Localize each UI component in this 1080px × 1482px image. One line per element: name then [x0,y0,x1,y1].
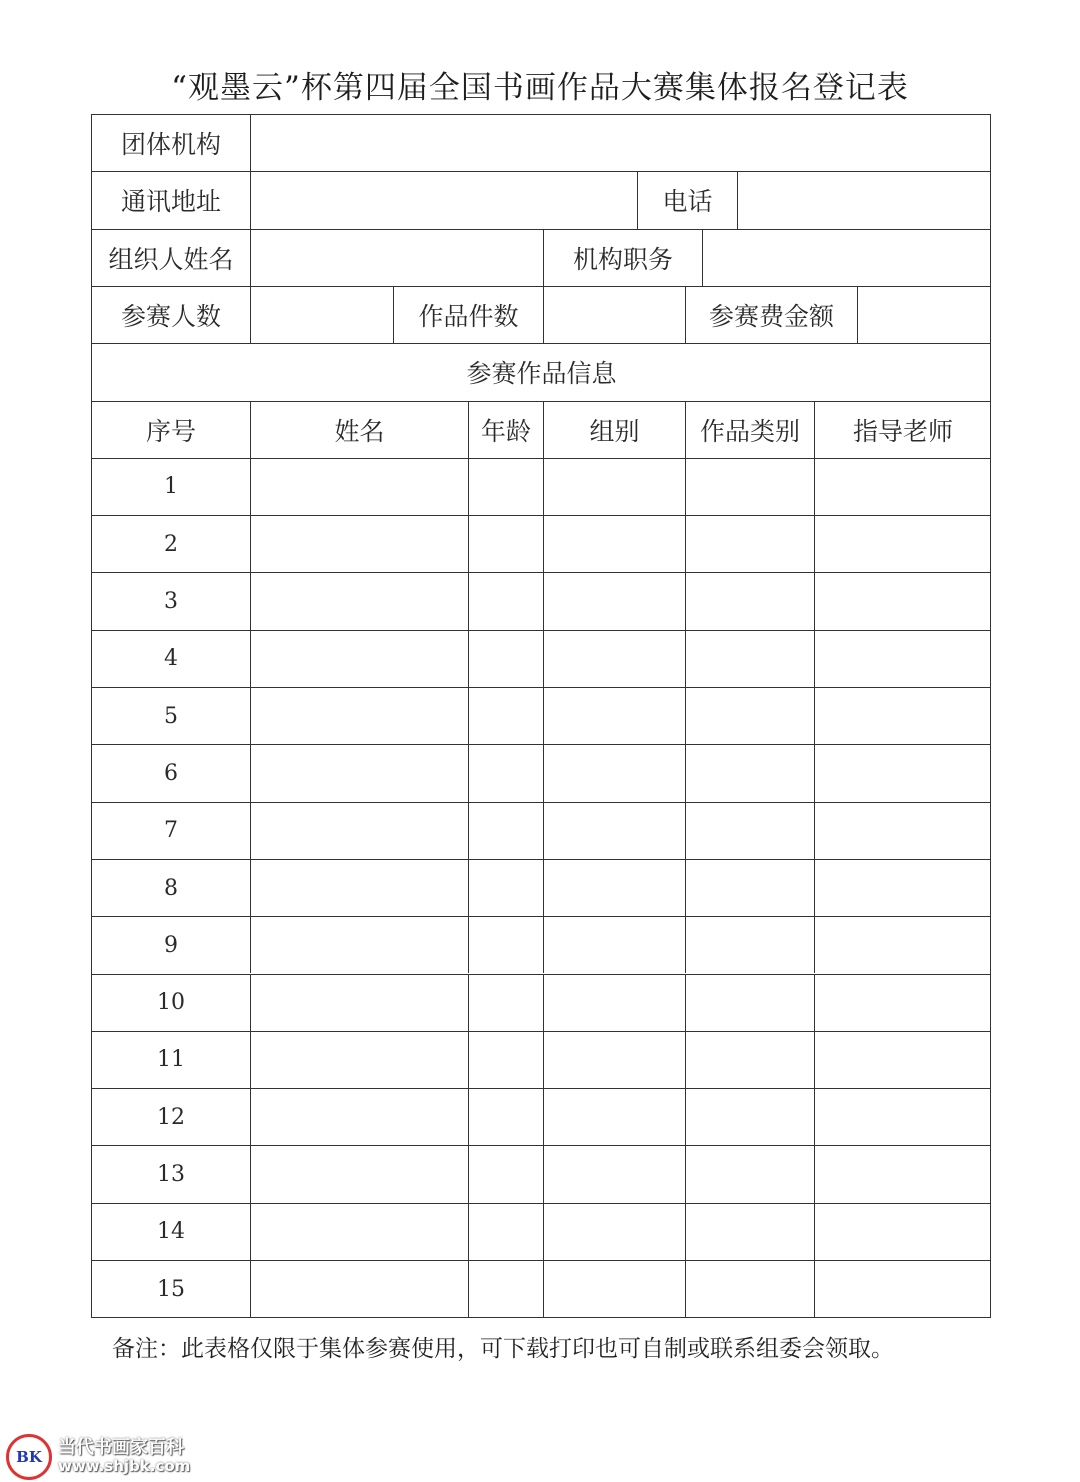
category-field[interactable] [685,916,814,973]
group-field[interactable] [543,687,685,744]
group-field[interactable] [543,916,685,973]
age-field[interactable] [468,916,543,973]
age-field[interactable] [468,1145,543,1202]
section-title: 参赛作品信息 [91,343,991,400]
age-field[interactable] [468,802,543,859]
row-number: 15 [91,1260,250,1317]
category-field[interactable] [685,1203,814,1260]
organizer-field[interactable] [250,229,543,286]
header-age: 年龄 [468,401,543,458]
name-field[interactable] [250,859,468,916]
name-field[interactable] [250,916,468,973]
teacher-field[interactable] [814,687,991,744]
group-field[interactable] [543,744,685,801]
org-field[interactable] [250,114,991,171]
age-field[interactable] [468,458,543,515]
group-field[interactable] [543,802,685,859]
teacher-field[interactable] [814,1031,991,1088]
group-field[interactable] [543,515,685,572]
teacher-field[interactable] [814,744,991,801]
name-field[interactable] [250,802,468,859]
category-field[interactable] [685,1145,814,1202]
row-number: 2 [91,515,250,572]
participants-label: 参赛人数 [91,286,250,343]
group-field[interactable] [543,1145,685,1202]
age-field[interactable] [468,515,543,572]
category-field[interactable] [685,1088,814,1145]
category-field[interactable] [685,572,814,629]
category-field[interactable] [685,802,814,859]
position-label: 机构职务 [543,229,702,286]
category-field[interactable] [685,1031,814,1088]
watermark-logo: BK [6,1434,52,1480]
category-field[interactable] [685,744,814,801]
teacher-field[interactable] [814,859,991,916]
org-label: 团体机构 [91,114,250,171]
age-field[interactable] [468,1031,543,1088]
age-field[interactable] [468,744,543,801]
age-field[interactable] [468,1260,543,1317]
teacher-field[interactable] [814,916,991,973]
category-field[interactable] [685,458,814,515]
group-field[interactable] [543,1260,685,1317]
header-name: 姓名 [250,401,468,458]
row-number: 3 [91,572,250,629]
row-number: 1 [91,458,250,515]
teacher-field[interactable] [814,1203,991,1260]
header-index: 序号 [91,401,250,458]
row-number: 7 [91,802,250,859]
row-number: 8 [91,859,250,916]
address-field[interactable] [250,171,637,228]
watermark [6,1434,190,1480]
age-field[interactable] [468,630,543,687]
row-number: 5 [91,687,250,744]
category-field[interactable] [685,687,814,744]
row-number: 9 [91,916,250,973]
category-field[interactable] [685,974,814,1031]
category-field[interactable] [685,1260,814,1317]
works-count-field[interactable] [543,286,685,343]
row-number: 12 [91,1088,250,1145]
age-field[interactable] [468,572,543,629]
name-field[interactable] [250,1031,468,1088]
group-field[interactable] [543,458,685,515]
position-field[interactable] [702,229,991,286]
group-field[interactable] [543,1203,685,1260]
teacher-field[interactable] [814,630,991,687]
category-field[interactable] [685,515,814,572]
age-field[interactable] [468,1203,543,1260]
name-field[interactable] [250,458,468,515]
group-field[interactable] [543,1088,685,1145]
form-title: “观墨云”杯第四届全国书画作品大赛集体报名登记表 [171,70,909,106]
teacher-field[interactable] [814,515,991,572]
teacher-field[interactable] [814,458,991,515]
category-field[interactable] [685,630,814,687]
group-field[interactable] [543,1031,685,1088]
name-field[interactable] [250,744,468,801]
age-field[interactable] [468,687,543,744]
teacher-field[interactable] [814,802,991,859]
works-count-label: 作品件数 [393,286,543,343]
phone-label: 电话 [637,171,737,228]
teacher-field[interactable] [814,572,991,629]
name-field[interactable] [250,1203,468,1260]
name-field[interactable] [250,630,468,687]
teacher-field[interactable] [814,1145,991,1202]
name-field[interactable] [250,572,468,629]
participants-field[interactable] [250,286,393,343]
name-field[interactable] [250,1088,468,1145]
header-group: 组别 [543,401,685,458]
age-field[interactable] [468,859,543,916]
row-number: 6 [91,744,250,801]
age-field[interactable] [468,1088,543,1145]
phone-field[interactable] [737,171,991,228]
name-field[interactable] [250,687,468,744]
group-field[interactable] [543,859,685,916]
name-field[interactable] [250,1260,468,1317]
teacher-field[interactable] [814,1260,991,1317]
row-number: 4 [91,630,250,687]
name-field[interactable] [250,515,468,572]
organizer-label: 组织人姓名 [91,229,250,286]
watermark-url: www.shjbk.com [58,1457,191,1475]
age-field[interactable] [468,974,543,1031]
name-field[interactable] [250,1145,468,1202]
address-label: 通讯地址 [91,171,250,228]
row-number: 14 [91,1203,250,1260]
teacher-field[interactable] [814,974,991,1031]
row-number: 11 [91,1031,250,1088]
fee-label: 参赛费金额 [685,286,857,343]
header-teacher: 指导老师 [814,401,991,458]
note-text: 备注：此表格仅限于集体参赛使用，可下载打印也可自制或联系组委会领取。 [112,1336,894,1362]
row-number: 13 [91,1145,250,1202]
row-number: 10 [91,974,250,1031]
header-category: 作品类别 [685,401,814,458]
watermark-name: 当代书画家百科 [58,1437,184,1458]
teacher-field[interactable] [814,1088,991,1145]
fee-field[interactable] [857,286,991,343]
group-field[interactable] [543,630,685,687]
category-field[interactable] [685,859,814,916]
name-field[interactable] [250,974,468,1031]
group-field[interactable] [543,572,685,629]
group-field[interactable] [543,974,685,1031]
